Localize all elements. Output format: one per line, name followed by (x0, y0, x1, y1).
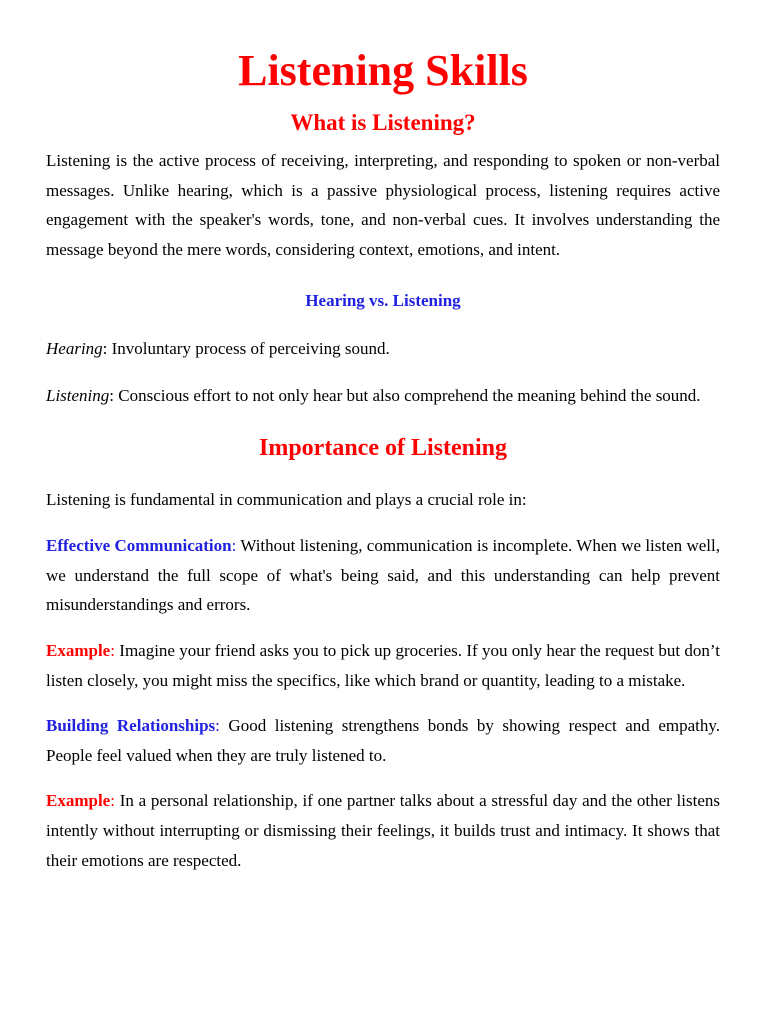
intro-paragraph: Listening is the active process of receiving, interpreting, and responding to spoken or non-verbal messages. Unlike hearing, which is a passive physiological process, listening requires active engagement with the speaker's words, tone, and non-verbal cues. It involves understanding the message beyond the mere words, considering context, emotions, and intent. (46, 151, 720, 259)
item-text: Without listening, communication is incomplete. When we listen well, we understand the full scope of what's being said, and this understanding can help prevent misunderstandings and errors. (46, 536, 720, 615)
list-item-example-relationship (46, 786, 720, 875)
importance-intro: Listening is fundamental in communication and plays a crucial role in: (46, 489, 527, 509)
listening-definition (46, 381, 720, 411)
term-colon: : (231, 536, 237, 556)
item-text: Imagine your friend asks you to pick up groceries. If you only hear the request but don’t listen closely, you might miss the specifics, like which brand or quantity, leading to a mistake. (46, 640, 720, 690)
list-item-example-groceries (46, 636, 720, 695)
term-colon: : (215, 716, 220, 736)
term-colon: : (110, 791, 115, 811)
term-example: Example (46, 640, 111, 660)
term-effective-communication: Effective Communication (46, 536, 232, 556)
list-item-building-relationships (46, 711, 720, 770)
section-heading-importance: Importance of Listening (259, 434, 507, 461)
term-building-relationships: Building Relationships (46, 716, 216, 736)
item-text: In a personal relationship, if one partner talks about a stressful day and the other listens intently without interrupting or dismissing their feelings, it builds trust and intimacy. It shows that their emotions are respected. (46, 791, 720, 870)
term-colon: : (110, 640, 115, 660)
listening-term: Listening (46, 385, 110, 405)
hearing-text: : Involuntary process of perceiving sound. (102, 339, 390, 359)
list-item-effective-communication (46, 531, 720, 620)
subsection-heading-hearing-vs-listening: Hearing vs. Listening (305, 291, 461, 311)
listening-text: : Conscious effort to not only hear but also comprehend the meaning behind the sound. (109, 385, 701, 405)
hearing-term: Hearing (46, 339, 103, 359)
hearing-definition (46, 334, 720, 364)
page-title: Listening Skills (238, 46, 528, 95)
term-example: Example (46, 791, 111, 811)
section-heading-what-is-listening: What is Listening? (290, 110, 476, 135)
item-text: Good listening strengthens bonds by showing respect and empathy. People feel valued when they are truly listened to. (46, 716, 721, 765)
document-page (46, 0, 720, 875)
